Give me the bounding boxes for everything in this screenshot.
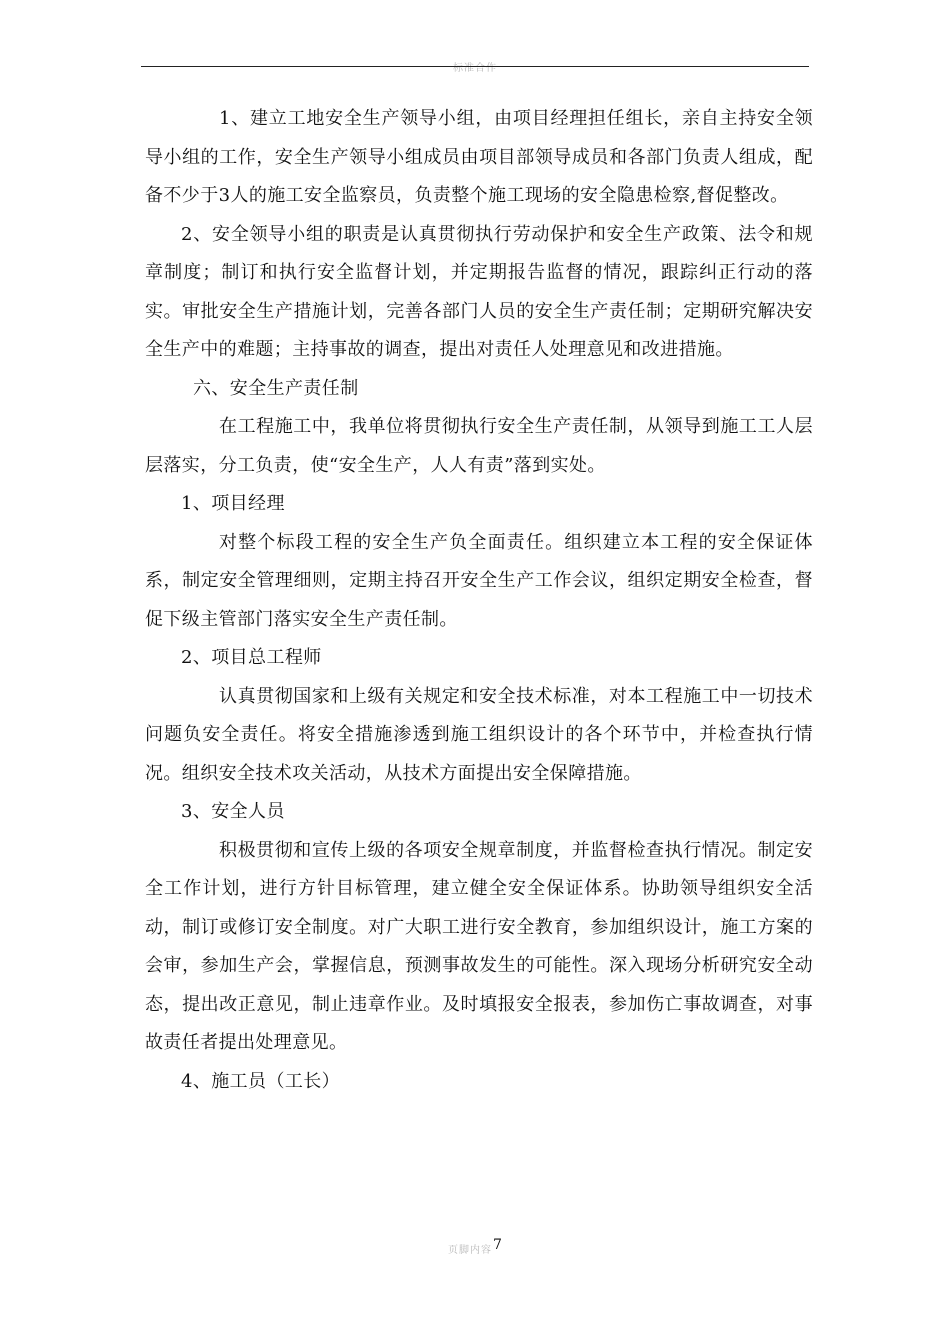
subheading-chief-engineer: 2、项目总工程师 (181, 647, 322, 668)
subheading-project-manager: 1、项目经理 (181, 493, 285, 514)
paragraph-group-duties: 2、安全领导小组的职责是认真贯彻执行劳动保护和安全生产政策、法令和规章制度；制订和执行安全监督计划，并定期报告监督的情况，跟踪纠正行动的落实。审批安全生产措施计划，完善各部门人员的安全生产责任制；定期研究解决安全生产中的难题；主持事故的调查，提出对责任人处理意见和改进措施。 (145, 223, 813, 360)
page-footer (0, 1237, 950, 1257)
paragraph-project-manager: 对整个标段工程的安全生产负全面责任。组织建立本工程的安全保证体系，制定安全管理细则，定期主持召开安全生产工作会议，组织定期安全检查，督促下级主管部门落实安全生产责任制。 (145, 531, 813, 630)
paragraph-responsibility-intro: 在工程施工中，我单位将贯彻执行安全生产责任制，从领导到施工工人层层落实，分工负责，使“安全生产，人人有责”落到实处。 (145, 416, 813, 476)
section-heading-responsibility: 六、安全生产责任制 (193, 377, 359, 399)
document-body (145, 100, 813, 1101)
header-text: 标准合作 (453, 63, 497, 74)
paragraph-safety-staff: 积极贯彻和宣传上级的各项安全规章制度，并监督检查执行情况。制定安全工作计划，进行方针目标管理，建立健全安全保证体系。协助领导组织安全活动，制订或修订安全制度。对广大职工进行安全教育，参加组织设计，施工方案的会审，参加生产会，掌握信息，预测事故发生的可能性。深入现场分析研究安全动态，提出改正意见，制止违章作业。及时填报安全报表，参加伤亡事故调查，对事故责任者提出处理意见。 (145, 839, 813, 1053)
page-number: 7 (493, 1237, 502, 1253)
subheading-foreman: 4、施工员（工长） (181, 1070, 341, 1092)
paragraph-leadership-group: 1、建立工地安全生产领导小组，由项目经理担任组长，亲自主持安全领导小组的工作，安全生产领导小组成员由项目部领导成员和各部门负责人组成，配备不少于3人的施工安全监察员，负责整个施工现场的安全隐患检察,督促整改。 (145, 108, 813, 206)
header-rule (141, 66, 809, 67)
footer-text: 页脚内容 (448, 1245, 493, 1256)
paragraph-chief-engineer: 认真贯彻国家和上级有关规定和安全技术标准，对本工程施工中一切技术问题负安全责任。将安全措施渗透到施工组织设计的各个环节中，并检查执行情况。组织安全技术攻关活动，从技术方面提出安全保障措施。 (145, 685, 813, 784)
subheading-safety-staff: 3、安全人员 (181, 801, 285, 822)
